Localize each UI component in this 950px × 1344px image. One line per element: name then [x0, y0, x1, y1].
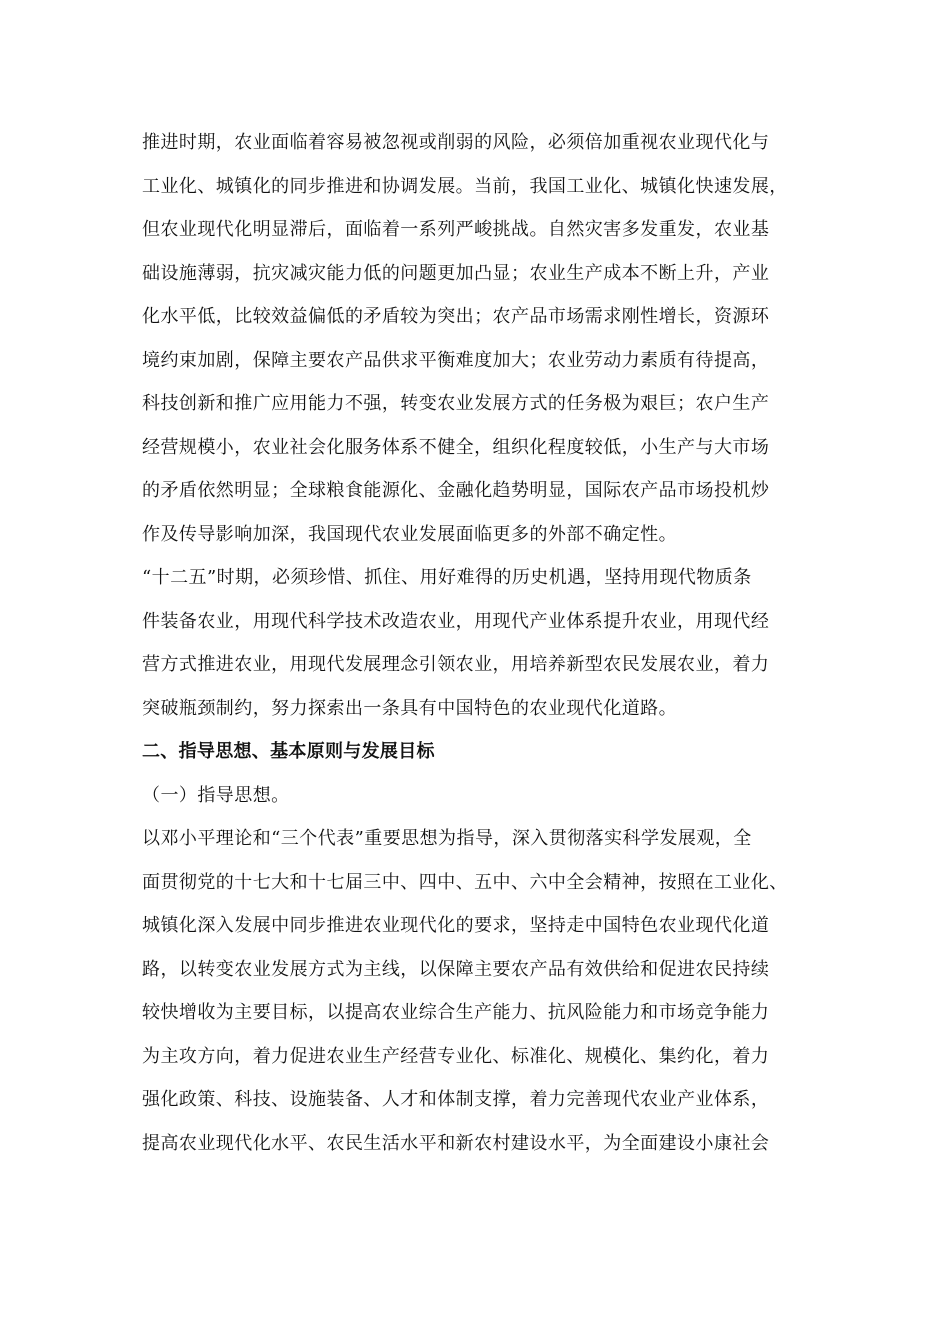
text-line: 工业化、城镇化的同步推进和协调发展。当前，我国工业化、城镇化快速发展，	[142, 175, 788, 197]
text-line: 化水平低，比较效益偏低的矛盾较为突出；农产品市场需求刚性增长，资源环	[142, 306, 770, 327]
text-line: 以邓小平理论和“三个代表”重要思想为指导，深入贯彻落实科学发展观，全	[142, 828, 752, 849]
text-line: 提高农业现代化水平、农民生活水平和新农村建设水平，为全面建设小康社会	[142, 1132, 770, 1154]
text-line: 面贯彻党的十七大和十七届三中、四中、五中、六中全会精神，按照在工业化、	[142, 871, 788, 893]
text-line: 的矛盾依然明显；全球粮食能源化、金融化趋势明显，国际农产品市场投机炒	[142, 480, 770, 501]
text-line: 作及传导影响加深，我国现代农业发展面临更多的外部不确定性。	[142, 523, 678, 545]
text-line: 较快增收为主要目标，以提高农业综合生产能力、抗风险能力和市场竞争能力	[142, 1002, 770, 1023]
text-line: 突破瓶颈制约，努力探索出一条具有中国特色的农业现代化道路。	[142, 697, 678, 719]
text-line: 城镇化深入发展中同步推进农业现代化的要求，坚持走中国特色农业现代化道	[142, 915, 770, 936]
text-line: 经营规模小，农业社会化服务体系不健全，组织化程度较低，小生产与大市场	[142, 436, 770, 458]
text-line: 营方式推进农业，用现代发展理念引领农业，用培养新型农民发展农业，着力	[142, 654, 770, 675]
document-body	[142, 121, 832, 1165]
text-line: 但农业现代化明显滞后，面临着一系列严峻挑战。自然灾害多发重发，农业基	[142, 219, 770, 240]
text-line: 为主攻方向，着力促进农业生产经营专业化、标准化、规模化、集约化，着力	[142, 1045, 770, 1067]
text-line: 件装备农业，用现代科学技术改造农业，用现代产业体系提升农业，用现代经	[142, 610, 770, 632]
text-line: 推进时期，农业面临着容易被忽视或削弱的风险，必须倍加重视农业现代化与	[142, 132, 770, 153]
subsection-heading: （一）指导思想。	[142, 784, 290, 806]
text-line: 科技创新和推广应用能力不强，转变农业发展方式的任务极为艰巨；农户生产	[142, 393, 770, 414]
section-heading: 二、指导思想、基本原则与发展目标	[142, 741, 435, 762]
text-line: 强化政策、科技、设施装备、人才和体制支撑，着力完善现代农业产业体系，	[142, 1089, 770, 1110]
text-line: 路，以转变农业发展方式为主线，以保障主要农产品有效供给和促进农民持续	[142, 958, 770, 980]
text-line: 础设施薄弱，抗灾减灾能力低的问题更加凸显；农业生产成本不断上升，产业	[142, 262, 770, 284]
text-line: “十二五”时期，必须珍惜、抓住、用好难得的历史机遇，坚持用现代物质条	[142, 567, 752, 588]
text-line: 境约束加剧，保障主要农产品供求平衡难度加大；农业劳动力素质有待提高，	[142, 349, 770, 371]
